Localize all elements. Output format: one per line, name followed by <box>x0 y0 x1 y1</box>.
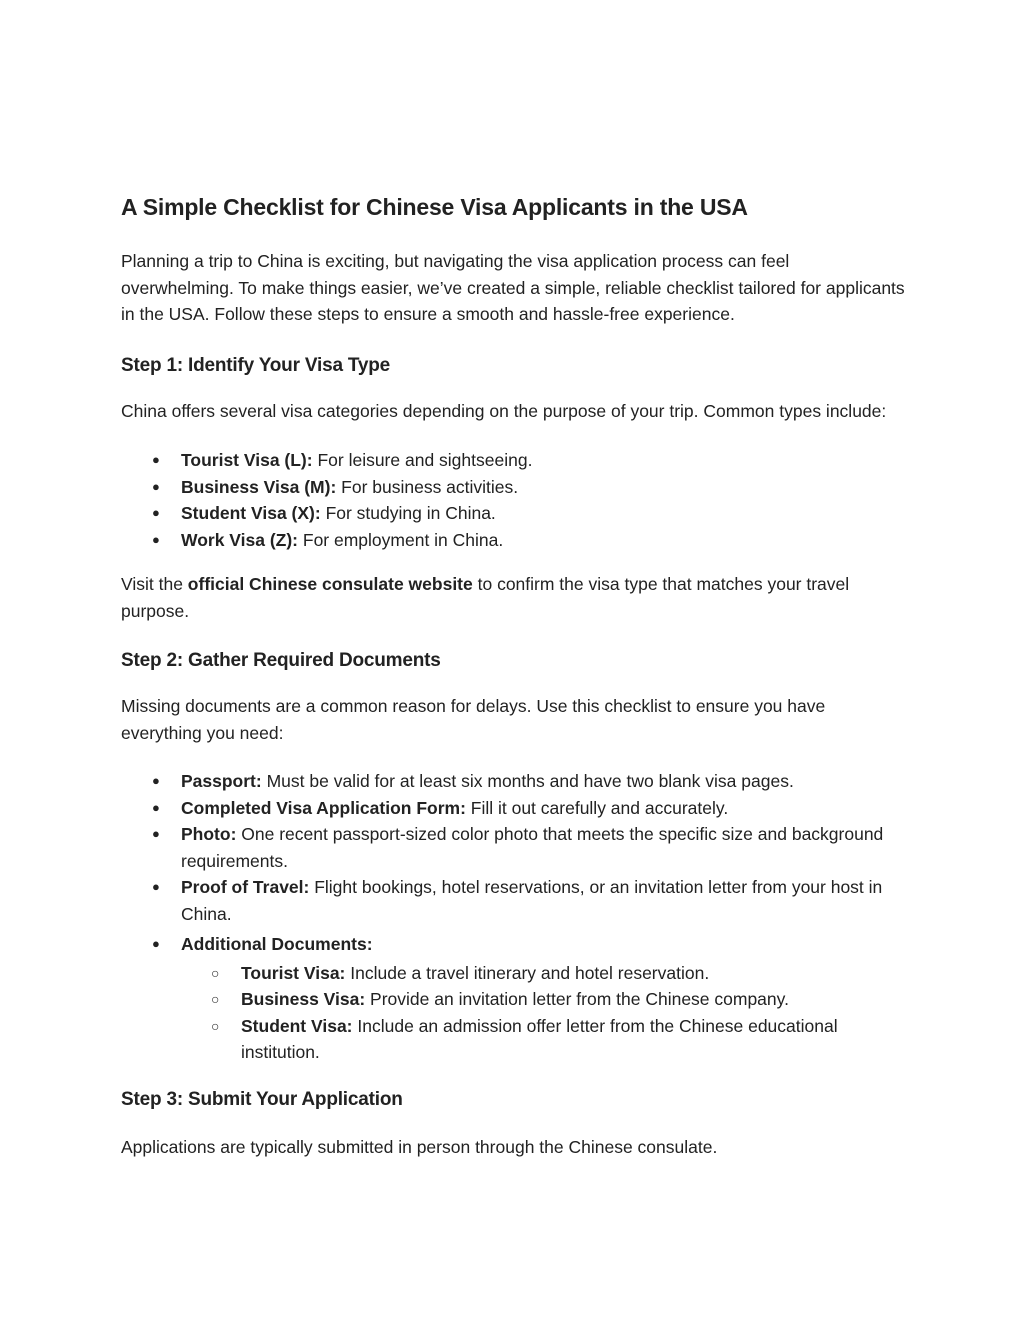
bullet-icon: ● <box>152 531 160 547</box>
bullet-icon: ● <box>152 773 160 788</box>
item-label: Business Visa (M): <box>181 476 337 497</box>
item-text: Flight bookings, hotel reservations, or an invitation letter from your host in China. <box>181 877 883 924</box>
list-item <box>121 821 906 874</box>
item-text: One recent passport-sized color photo that meets the specific size and background requirements. <box>181 824 884 871</box>
bullet-icon: ● <box>152 799 160 815</box>
list-item <box>121 768 906 795</box>
item-text: Include an admission offer letter from the Chinese educational institution. <box>241 1015 838 1062</box>
list-item <box>121 931 906 1066</box>
visa-type-list <box>121 447 906 553</box>
item-label: Student Visa (X): <box>181 503 321 523</box>
step1-outro: Visit the official Chinese consulate website to confirm the visa type that matches your travel purpose. <box>121 574 850 621</box>
item-label: Passport: <box>181 771 262 791</box>
item-label: Business Visa: <box>241 989 366 1009</box>
step2-heading: Step 2: Gather Required Documents <box>121 650 441 671</box>
bullet-icon: ● <box>152 936 160 951</box>
bullet-icon: ● <box>152 452 160 467</box>
bullet-icon: ● <box>152 478 160 494</box>
item-label: Additional Documents: <box>181 934 373 954</box>
sublist-item <box>121 960 906 987</box>
item-text: For employment in China. <box>298 529 504 550</box>
document-page <box>121 190 906 1160</box>
list-item <box>121 527 906 554</box>
step1-heading: Step 1: Identify Your Visa Type <box>121 354 391 376</box>
documents-list <box>121 768 906 1066</box>
item-text: For business activities. <box>336 476 519 497</box>
sublist-item <box>121 986 906 1013</box>
item-text: Provide an invitation letter from the Chinese company. <box>365 989 789 1009</box>
item-label: Photo: <box>181 824 237 844</box>
item-text: Include a travel itinerary and hotel reservation. <box>345 962 710 983</box>
item-text: Must be valid for at least six months and have two blank visa pages. <box>261 771 794 791</box>
step1-intro: China offers several visa categories depending on the purpose of your trip. Common types include: <box>121 400 887 421</box>
list-item <box>121 500 906 527</box>
intro-paragraph: Planning a trip to China is exciting, but navigating the visa application process can feel overwhelming. To make things easier, we’ve created a simple, reliable checklist tailored for applicants in the USA. Follow these steps to ensure a smooth and hassle-free experience. <box>121 251 905 324</box>
document-title: A Simple Checklist for Chinese Visa Applicants in the USA <box>121 194 748 220</box>
item-label: Student Visa: <box>241 1015 353 1036</box>
hollow-bullet-icon: ○ <box>211 964 220 981</box>
item-label: Work Visa (Z): <box>181 529 299 550</box>
list-item <box>121 795 906 822</box>
additional-documents-sublist <box>121 960 906 1066</box>
bullet-icon: ● <box>152 826 160 841</box>
item-label: Tourist Visa (L): <box>181 450 313 470</box>
list-item <box>121 474 906 501</box>
hollow-bullet-icon: ○ <box>211 1017 220 1034</box>
item-label: Completed Visa Application Form: <box>181 797 466 818</box>
step3-intro: Applications are typically submitted in person through the Chinese consulate. <box>121 1136 718 1157</box>
step2-intro: Missing documents are a common reason for delays. Use this checklist to ensure you have everything you need: <box>121 696 826 743</box>
item-text: For leisure and sightseeing. <box>312 450 533 470</box>
item-text: For studying in China. <box>320 503 496 523</box>
hollow-bullet-icon: ○ <box>211 991 220 1007</box>
sublist-item <box>121 1013 906 1066</box>
consulate-website-link-text: official Chinese consulate website <box>187 574 473 594</box>
item-text: Fill it out carefully and accurately. <box>465 797 729 818</box>
item-label: Tourist Visa: <box>241 962 346 983</box>
bullet-icon: ● <box>152 505 160 520</box>
item-label: Proof of Travel: <box>181 877 310 897</box>
list-item <box>121 447 906 474</box>
list-item <box>121 874 906 927</box>
step3-heading: Step 3: Submit Your Application <box>121 1088 403 1110</box>
bullet-icon: ● <box>152 879 160 894</box>
